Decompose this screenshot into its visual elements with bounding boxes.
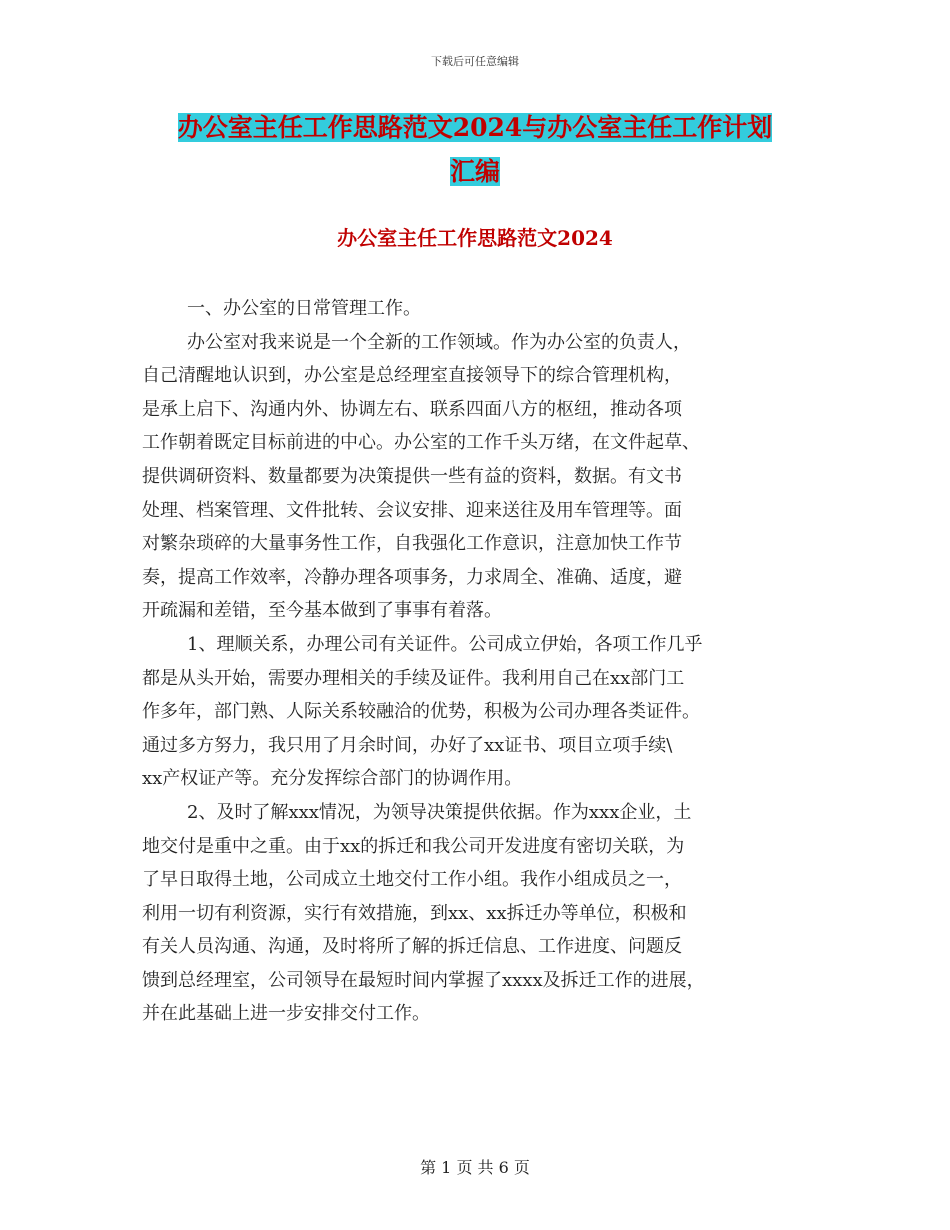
paragraph-line: 奏，提高工作效率，冷静办理各项事务，力求周全、准确、适度，避 (142, 566, 682, 588)
paragraph-line: 通过多方努力，我只用了月余时间，办好了xx证书、项目立项手续\ (142, 734, 673, 756)
paragraph-line: 馈到总经理室，公司领导在最短时间内掌握了xxxx及拆迁工作的进展， (142, 969, 705, 991)
paragraph-line: 地交付是重中之重。由于xx的拆迁和我公司开发进度有密切关联，为 (142, 835, 685, 857)
title-highlight-1: 办公室主任工作思路范文2024与办公室主任工作计划 (177, 113, 773, 142)
paragraph (142, 796, 812, 1031)
paragraph-line: xx产权证产等。充分发挥综合部门的协调作用。 (142, 768, 523, 790)
paragraph-line: 工作朝着既定目标前进的中心。办公室的工作千头万绪，在文件起草、 (142, 432, 700, 454)
title-highlight-2: 汇编 (449, 157, 500, 186)
page-footer: 第 1 页 共 6 页 (420, 1158, 530, 1177)
page-header: 下载后可任意编辑 (431, 55, 519, 68)
paragraph (142, 628, 812, 796)
paragraph-line: 是承上启下、沟通内外、协调左右、联系四面八方的枢纽，推动各项 (142, 398, 682, 420)
document-title-line-1 (0, 108, 950, 148)
paragraph-line: 1、理顺关系，办理公司有关证件。公司成立伊始，各项工作几乎 (187, 633, 703, 655)
paragraph-line: 有关人员沟通、沟通，及时将所了解的拆迁信息、工作进度、问题反 (142, 936, 682, 958)
paragraph-line: 处理、档案管理、文件批转、会议安排、迎来送往及用车管理等。面 (142, 499, 682, 521)
paragraph-line: 对繁杂琐碎的大量事务性工作，自我强化工作意识，注意加快工作节 (142, 533, 682, 555)
paragraph-line: 并在此基础上进一步安排交付工作。 (142, 1003, 430, 1025)
document-body (142, 292, 812, 1031)
paragraph-line: 都是从头开始，需要办理相关的手续及证件。我利用自己在xx部门工 (142, 667, 685, 689)
paragraph-line: 办公室对我来说是一个全新的工作领域。作为办公室的负责人， (187, 331, 691, 353)
paragraph-line: 作多年，部门熟、人际关系较融洽的优势，积极为公司办理各类证件。 (142, 701, 700, 723)
paragraph-line: 提供调研资料、数量都要为决策提供一些有益的资料，数据。有文书 (142, 465, 682, 487)
paragraph (142, 326, 812, 628)
paragraph-line: 开疏漏和差错，至今基本做到了事事有着落。 (142, 600, 502, 622)
paragraph-line: 2、及时了解xxx情况，为领导决策提供依据。作为xxx企业，土 (187, 801, 692, 823)
document-title-line-2 (0, 152, 950, 192)
paragraph-line: 利用一切有利资源，实行有效措施，到xx、xx拆迁办等单位，积极和 (142, 902, 687, 924)
section-title: 办公室主任工作思路范文2024 (337, 226, 613, 250)
paragraph-line: 自己清醒地认识到，办公室是总经理室直接领导下的综合管理机构， (142, 365, 682, 387)
paragraph-heading (142, 292, 812, 326)
paragraph-line: 一、办公室的日常管理工作。 (187, 298, 421, 319)
paragraph-line: 了早日取得土地，公司成立土地交付工作小组。我作小组成员之一， (142, 869, 682, 891)
